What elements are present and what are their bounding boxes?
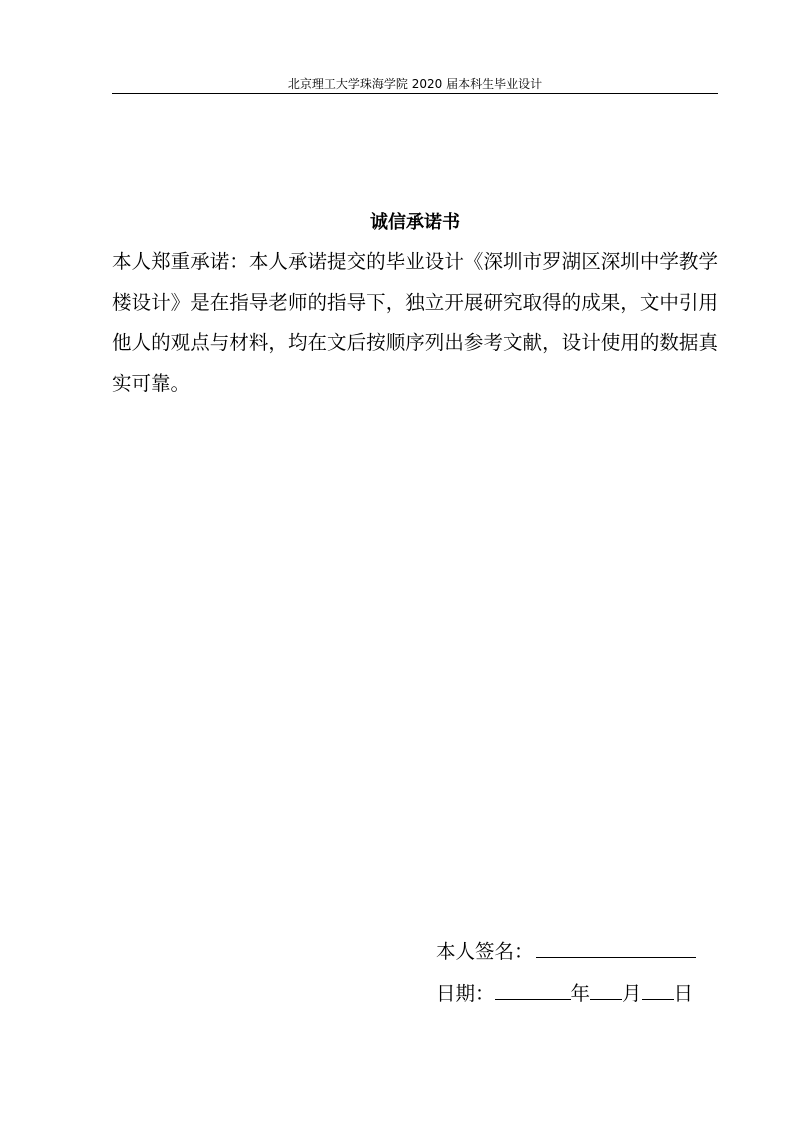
day-blank[interactable] [642,977,674,1000]
pledge-paragraph: 本人郑重承诺：本人承诺提交的毕业设计《深圳市罗湖区深圳中学教学楼设计》是在指导老师的指导下，独立开展研究取得的成果，文中引用他人的观点与材料，均在文后按顺序列出参考文献，设计使用的数据真实可靠。 [112,250,718,395]
signature-blank[interactable] [536,935,696,958]
page-title: 诚信承诺书 [370,212,460,233]
month-label: 月 [622,982,642,1005]
year-blank[interactable] [495,977,571,1000]
signature-label: 本人签名： [436,940,534,963]
running-header: 北京理工大学珠海学院 2020 届本科生毕业设计 [287,77,543,91]
header-rule [112,93,718,94]
year-label: 年 [570,982,591,1005]
signature-line [436,935,696,967]
day-label: 日 [673,982,694,1005]
month-blank[interactable] [590,977,622,1000]
date-line [436,977,693,1009]
date-label: 日期： [436,982,495,1005]
